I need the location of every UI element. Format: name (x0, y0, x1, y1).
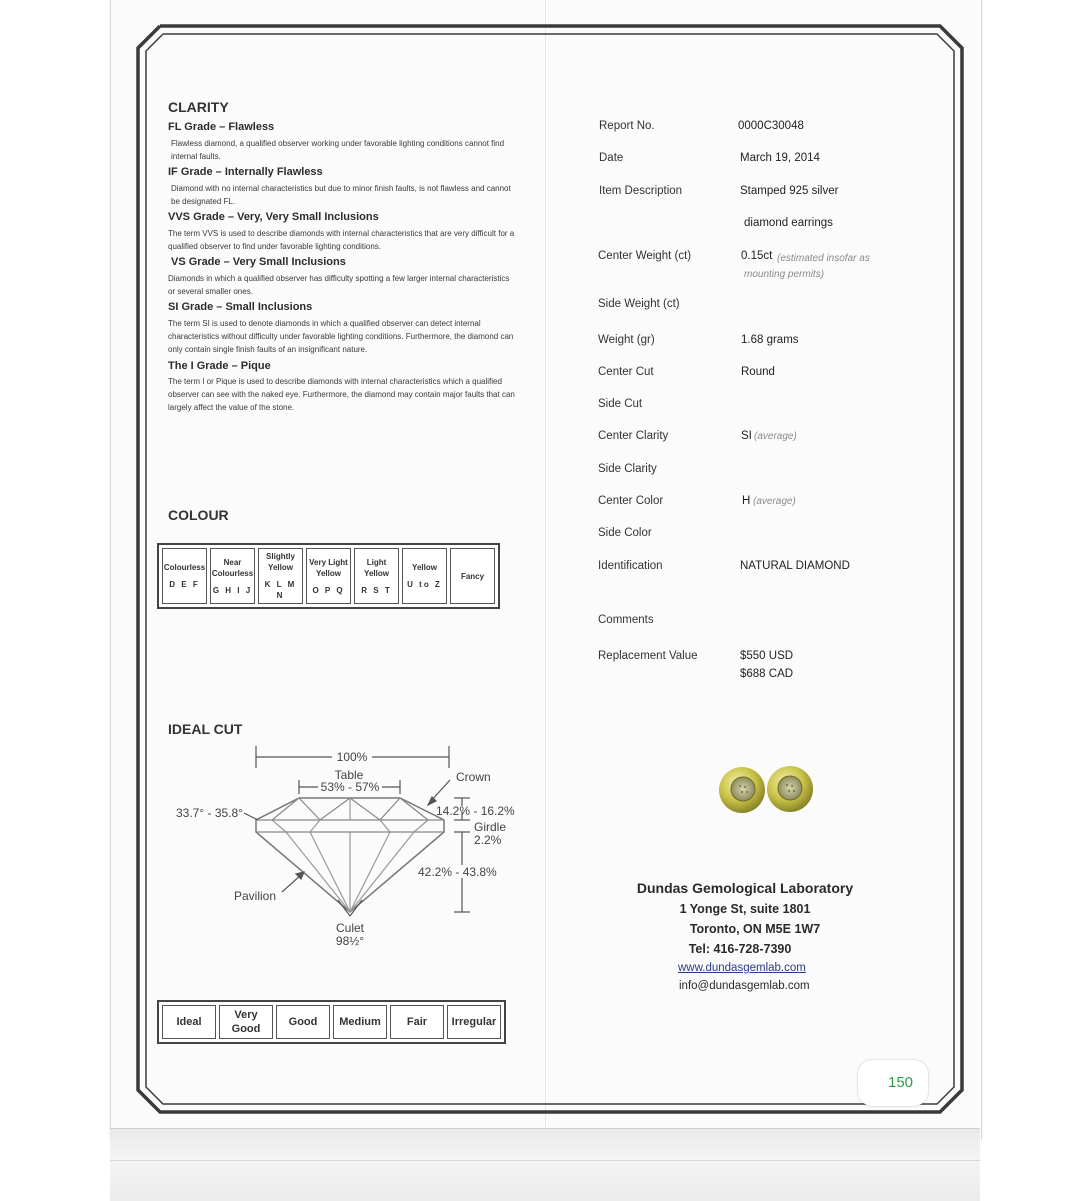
colour-cell-slightly-yellow (258, 548, 303, 604)
colour-name: Fancy (460, 571, 485, 581)
label-item-description: Item Description (599, 185, 683, 197)
cut-cell-medium: Medium (333, 1005, 387, 1039)
clarity-heading: CLARITY (168, 99, 229, 115)
value-center-clarity: SI (741, 430, 752, 442)
label-crown: Crown (456, 770, 491, 784)
value-center-color: H (742, 495, 751, 507)
label-side-color: Side Color (598, 527, 652, 539)
diamond-cut-diagram (160, 740, 540, 960)
label-center-weight: Center Weight (ct) (598, 250, 692, 262)
colour-name: Very Light Yellow (309, 557, 348, 578)
value-item-description: Stamped 925 silver (740, 185, 839, 197)
cut-cell-very-good: Very Good (219, 1005, 273, 1039)
note-center-color: (average) (753, 496, 796, 507)
lab-address-1: 1 Yonge St, suite 1801 (679, 902, 811, 916)
grade-title-vvs: VVS Grade – Very, Very Small Inclusions (168, 211, 379, 223)
label-comments: Comments (598, 614, 654, 626)
value-center-cut: Round (741, 366, 775, 378)
grade-desc-i: The term I or Pique is used to describe diamonds with internal characteristics which a qualified observer can see with the naked eye. Furthermore, the diamond may contain major faults that can largely affect the value of the stone. (168, 377, 515, 412)
label-report-no: Report No. (599, 120, 655, 132)
value-date: March 19, 2014 (740, 152, 820, 164)
label-crown-angle: 33.7° - 35.8° (176, 806, 243, 820)
colour-cell-fancy (450, 548, 495, 604)
grade-title-i: The I Grade – Pique (168, 360, 271, 372)
colour-heading: COLOUR (168, 507, 229, 523)
grade-desc-fl: Flawless diamond, a qualified observer working under favorable lighting conditions cannot find internal faults. (171, 139, 505, 161)
colour-scale-table (157, 543, 500, 609)
cut-cell-fair: Fair (390, 1005, 444, 1039)
label-date: Date (599, 152, 624, 164)
lab-website-link[interactable]: www.dundasgemlab.com (678, 962, 806, 974)
value-identification: NATURAL DIAMOND (740, 560, 850, 572)
cut-cell-good: Good (276, 1005, 330, 1039)
plastic-sleeve (110, 1128, 980, 1201)
cut-cell-irregular: Irregular (447, 1005, 501, 1039)
colour-cell-yellow (402, 548, 447, 604)
label-pavilion-depth: 42.2% - 43.8% (418, 865, 497, 879)
lab-phone: Tel: 416-728-7390 (688, 942, 792, 956)
note-center-clarity: (average) (754, 431, 797, 442)
lab-address-2: Toronto, ON M5E 1W7 (689, 922, 821, 936)
sticker-number: 150 (888, 1074, 914, 1091)
value-replacement-usd: $550 USD (740, 650, 794, 662)
colour-name: Slightly Yellow (266, 552, 295, 572)
grade-title-vs: VS Grade – Very Small Inclusions (171, 256, 346, 268)
colour-name: Near Colourless (211, 557, 254, 578)
colour-code: O P Q (312, 585, 345, 595)
value-center-weight: 0.15ct (741, 250, 773, 262)
lab-email: info@dundasgemlab.com (679, 980, 810, 992)
label-side-cut: Side Cut (598, 398, 643, 410)
colour-cell-near-colourless (210, 548, 255, 604)
value-report-no: 0000C30048 (738, 120, 804, 132)
cut-grade-table (157, 1000, 506, 1044)
label-culet-value: 98½° (335, 934, 365, 948)
label-replacement-value: Replacement Value (598, 650, 698, 662)
label-culet: Culet (335, 921, 365, 935)
colour-code: K L M N (264, 580, 297, 600)
grade-desc-vvs: The term VVS is used to describe diamonds with internal characteristics that are very difficult for a qualified observer to find under favorable lighting conditions. (168, 229, 515, 251)
colour-name: Yellow (412, 563, 437, 572)
label-center-color: Center Color (598, 495, 664, 507)
label-identification: Identification (598, 560, 663, 572)
colour-name: Colourless (163, 563, 206, 572)
sleeve-edge (110, 1160, 980, 1161)
cut-cell-ideal: Ideal (162, 1005, 216, 1039)
label-side-clarity: Side Clarity (598, 463, 657, 475)
label-total: 100% (336, 750, 368, 764)
colour-code: R S T (361, 585, 392, 595)
label-pavilion: Pavilion (234, 889, 277, 903)
grade-desc-si: The term SI is used to denote diamonds in which a qualified observer can detect internal characteristics without difficulty under favorable lighting conditions. Furthermore, the diamond can only contain single finish faults of an insignificant nature. (168, 319, 514, 354)
label-side-weight: Side Weight (ct) (598, 298, 680, 310)
label-crown-height: 14.2% - 16.2% (436, 804, 515, 818)
grade-desc-vs: Diamonds in which a qualified observer has difficulty spotting a few larger internal characteristics or several smaller ones. (168, 274, 510, 296)
lab-name: Dundas Gemological Laboratory (636, 880, 854, 896)
ideal-cut-heading: IDEAL CUT (168, 721, 243, 737)
grade-title-si: SI Grade – Small Inclusions (168, 301, 313, 313)
colour-code: G H I J (212, 585, 253, 595)
label-weight-gr: Weight (gr) (598, 334, 655, 346)
earrings-photo (712, 760, 822, 816)
colour-cell-very-light-yellow (306, 548, 351, 604)
label-table: Table (334, 768, 364, 782)
label-center-cut: Center Cut (598, 366, 654, 378)
label-table-range: 53% - 57% (320, 780, 380, 794)
inventory-sticker (858, 1060, 928, 1106)
grade-desc-if: Diamond with no internal characteristics but due to minor finish faults, is not flawless and cannot be designated FL. (171, 184, 511, 206)
value-replacement-cad: $688 CAD (740, 668, 794, 680)
colour-name: Light Yellow (364, 557, 389, 578)
value-item-description-2: diamond earrings (744, 217, 833, 229)
colour-code: D E F (169, 580, 200, 589)
colour-code: U to Z (407, 580, 442, 589)
label-girdle: Girdle (474, 820, 507, 834)
grade-title-if: IF Grade – Internally Flawless (168, 166, 323, 178)
colour-cell-colourless (162, 548, 207, 604)
note-center-weight: (estimated insofar as mounting permits) (744, 253, 870, 280)
colour-cell-light-yellow (354, 548, 399, 604)
label-center-clarity: Center Clarity (598, 430, 669, 442)
grade-title-fl: FL Grade – Flawless (168, 121, 275, 133)
value-weight-gr: 1.68 grams (741, 334, 799, 346)
label-girdle-value: 2.2% (474, 833, 502, 847)
